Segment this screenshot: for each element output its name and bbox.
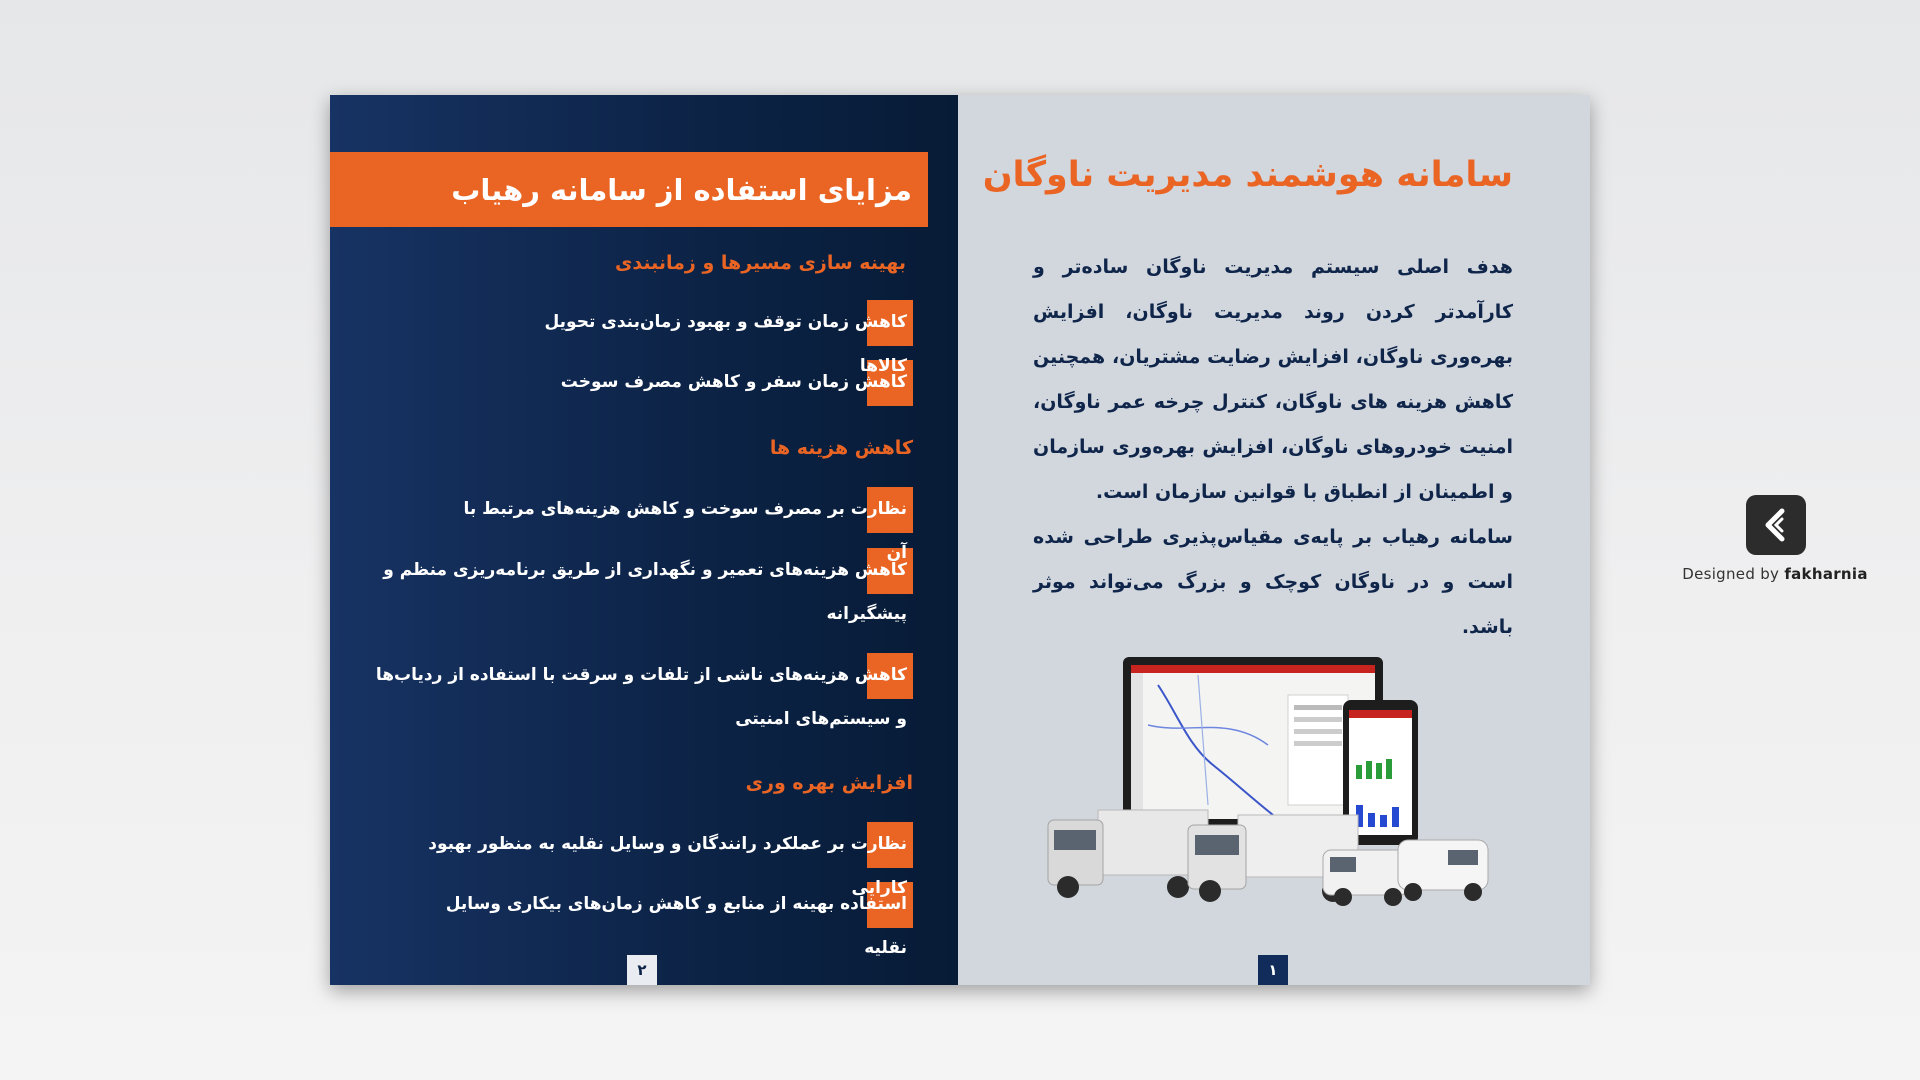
benefit-item: کاهش زمان توقف و بهبود زمان‌بندی تحویل کالاها xyxy=(493,300,913,388)
designer-brand xyxy=(1680,495,1870,585)
fleet-devices-illustration xyxy=(1038,655,1498,925)
benefit-item: استفاده بهینه از منابع و کاهش زمان‌های بیکاری وسایل نقلیه xyxy=(413,882,913,970)
left-page-title: مزایای استفاده از سامانه رهیاب xyxy=(451,172,912,207)
benefit-item: نظارت بر عملکرد رانندگان و وسایل نقلیه به منظور بهبود کارایی xyxy=(413,822,913,910)
trucks-graphic xyxy=(1048,810,1488,906)
benefit-item: کاهش هزینه‌های تعمیر و نگهداری از طریق برنامه‌ریزی منظم و پیشگیرانه xyxy=(373,548,913,636)
right-page-title: سامانه هوشمند مدیریت ناوگان xyxy=(982,155,1513,195)
intro-paragraph-2: سامانه رهیاب بر پایه‌ی مقیاس‌پذیری طراحی شده است و در ناوگان کوچک و بزرگ می‌تواند موثر باشد. xyxy=(1033,526,1513,638)
benefit-item: کاهش هزینه‌های ناشی از تلفات و سرقت با استفاده از ردیاب‌ها و سیستم‌های امنیتی xyxy=(373,653,913,741)
page-number-left: ۲ xyxy=(627,955,657,985)
chevron-left-icon xyxy=(1746,495,1806,555)
section-heading-route-optimization: بهینه سازی مسیرها و زمانبندی xyxy=(614,252,906,274)
left-page xyxy=(330,95,958,985)
benefit-item: کاهش زمان سفر و کاهش مصرف سوخت xyxy=(493,360,913,404)
credit-name: fakharnia xyxy=(1784,565,1868,583)
section-heading-cost-reduction: کاهش هزینه ها xyxy=(769,437,913,459)
intro-text xyxy=(1033,245,1513,650)
section-heading-productivity: افزایش بهره وری xyxy=(745,772,913,794)
designer-credit xyxy=(1680,565,1870,583)
left-page-title-bar xyxy=(330,152,928,227)
credit-prefix: Designed by xyxy=(1682,565,1780,583)
brochure-spread xyxy=(330,95,1590,985)
right-page xyxy=(958,95,1590,985)
page-number-right: ۱ xyxy=(1258,955,1288,985)
benefit-item: نظارت بر مصرف سوخت و کاهش هزینه‌های مرتبط با آن xyxy=(453,487,913,575)
intro-paragraph-1: هدف اصلی سیستم مدیریت ناوگان ساده‌تر و کارآمدتر کردن روند مدیریت ناوگان، افزایش بهره‌وری ناوگان، افزایش رضایت مشتریان، همچنین کاهش هزینه های ناوگان، کنترل چرخه عمر ناوگان، امنیت خودروهای ناوگان، افزایش بهره‌وری سازمان و اطمینان از انطباق با قوانین سازمان است. xyxy=(1033,256,1513,503)
